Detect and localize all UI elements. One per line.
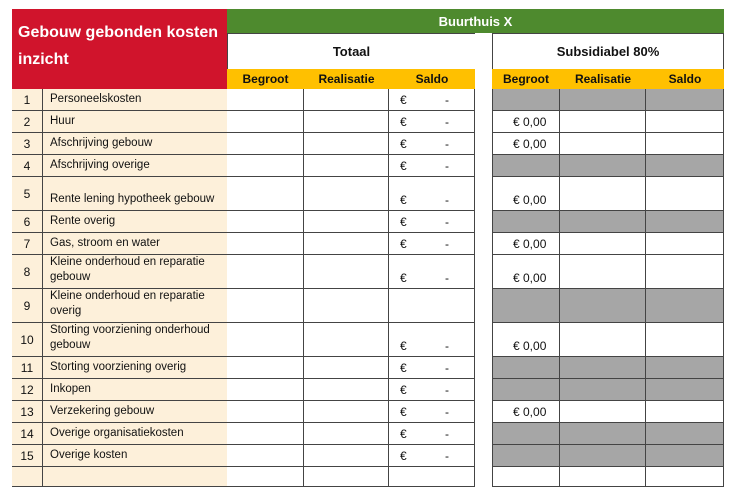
sub-cell-begroot [492,89,560,111]
cell-realisatie[interactable] [304,155,389,177]
row-label: Rente lening hypotheek gebouw [43,177,227,211]
saldo-value: - [445,93,449,107]
sub-cell-realisatie[interactable] [560,357,646,379]
sub-cell-begroot [492,177,560,211]
cell-realisatie[interactable] [304,89,389,111]
cell-begroot[interactable] [227,357,304,379]
col-header-realisatie: Realisatie [304,69,389,89]
sub-cell-realisatie[interactable] [560,211,646,233]
cell-saldo [389,323,475,357]
saldo-value: - [445,237,449,251]
saldo-currency: € [400,237,407,251]
cell-realisatie[interactable] [304,255,389,289]
sub-cell-begroot [492,111,560,133]
sub-cell-begroot [492,357,560,379]
row-label [43,467,227,487]
row-label: Kleine onderhoud en reparatie overig [43,289,227,323]
cell-realisatie[interactable] [304,401,389,423]
cell-realisatie[interactable] [304,177,389,211]
sub-cell-saldo [646,89,724,111]
row-label: Huur [43,111,227,133]
saldo-value: - [445,405,449,419]
row-number: 15 [12,445,43,467]
cell-begroot[interactable] [227,423,304,445]
sub-cell-realisatie[interactable] [560,445,646,467]
sub-col-header-begroot: Begroot [492,69,560,89]
cell-saldo [389,233,475,255]
row-number [12,467,43,487]
sub-col-header-realisatie: Realisatie [560,69,646,89]
saldo-currency: € [400,193,407,207]
cell-realisatie[interactable] [304,467,389,487]
saldo-value: - [445,383,449,397]
row-label: Rente overig [43,211,227,233]
section-subsidiabel: Subsidiabel 80% [492,33,724,69]
sub-cell-realisatie[interactable] [560,323,646,357]
cell-begroot[interactable] [227,111,304,133]
sub-cell-saldo [646,211,724,233]
sub-cell-saldo [646,111,724,133]
cell-saldo [389,255,475,289]
sub-cell-begroot [492,289,560,323]
sub-begroot-value: € 0,00 [513,339,547,353]
cell-begroot[interactable] [227,155,304,177]
project-header: Buurthuis X [227,9,724,33]
row-label: Storting voorziening onderhoud gebouw [43,323,227,357]
cell-realisatie[interactable] [304,379,389,401]
cell-begroot[interactable] [227,323,304,357]
saldo-value: - [445,361,449,375]
sub-cell-begroot [492,323,560,357]
cell-realisatie[interactable] [304,133,389,155]
row-number: 10 [12,323,43,357]
cell-realisatie[interactable] [304,323,389,357]
row-label: Afschrijving gebouw [43,133,227,155]
col-header-saldo: Saldo [389,69,475,89]
sub-cell-realisatie[interactable] [560,233,646,255]
sub-cell-begroot [492,379,560,401]
sub-cell-saldo [646,379,724,401]
row-label: Verzekering gebouw [43,401,227,423]
cell-saldo [389,357,475,379]
sub-cell-realisatie[interactable] [560,111,646,133]
sub-cell-saldo [646,357,724,379]
saldo-value: - [445,193,449,207]
cell-begroot[interactable] [227,211,304,233]
cell-begroot[interactable] [227,133,304,155]
row-number: 7 [12,233,43,255]
cell-begroot[interactable] [227,401,304,423]
saldo-value: - [445,339,449,353]
sub-cell-begroot [492,133,560,155]
cell-begroot[interactable] [227,233,304,255]
row-number: 3 [12,133,43,155]
sub-begroot-value: € 0,00 [513,271,547,285]
sub-cell-realisatie[interactable] [560,467,646,487]
sub-cell-realisatie[interactable] [560,289,646,323]
cell-begroot[interactable] [227,289,304,323]
saldo-value: - [445,271,449,285]
sub-cell-realisatie[interactable] [560,155,646,177]
sub-begroot-value: € 0,00 [513,115,547,129]
saldo-currency: € [400,361,407,375]
row-label: Kleine onderhoud en reparatie gebouw [43,255,227,289]
sub-cell-saldo [646,289,724,323]
saldo-currency: € [400,137,407,151]
saldo-currency: € [400,339,407,353]
sub-cell-saldo [646,423,724,445]
row-label: Overige organisatiekosten [43,423,227,445]
sub-cell-begroot [492,233,560,255]
sub-cell-begroot [492,211,560,233]
sub-cell-saldo [646,177,724,211]
cell-realisatie[interactable] [304,233,389,255]
sub-cell-realisatie[interactable] [560,89,646,111]
sub-cell-begroot [492,255,560,289]
row-number: 14 [12,423,43,445]
row-number: 8 [12,255,43,289]
sub-cell-saldo [646,323,724,357]
saldo-currency: € [400,449,407,463]
sub-cell-begroot [492,467,560,487]
sub-cell-saldo [646,133,724,155]
row-number: 11 [12,357,43,379]
row-label: Overige kosten [43,445,227,467]
cell-saldo [389,111,475,133]
saldo-currency: € [400,93,407,107]
saldo-currency: € [400,383,407,397]
row-number: 4 [12,155,43,177]
saldo-currency: € [400,271,407,285]
cell-saldo [389,89,475,111]
saldo-value: - [445,427,449,441]
saldo-currency: € [400,159,407,173]
cell-saldo [389,177,475,211]
sub-cell-saldo [646,467,724,487]
sub-cell-realisatie[interactable] [560,255,646,289]
row-number: 9 [12,289,43,323]
sub-begroot-value: € 0,00 [513,193,547,207]
saldo-value: - [445,115,449,129]
cell-saldo [389,211,475,233]
cell-realisatie[interactable] [304,289,389,323]
cell-saldo [389,445,475,467]
cell-saldo [389,133,475,155]
cell-saldo [389,289,475,323]
row-label: Personeelskosten [43,89,227,111]
cell-begroot[interactable] [227,177,304,211]
sub-begroot-value: € 0,00 [513,137,547,151]
sub-begroot-value: € 0,00 [513,405,547,419]
cell-saldo [389,467,475,487]
row-number: 13 [12,401,43,423]
sheet-title: Gebouw gebonden kosten inzicht [12,9,227,89]
row-number: 1 [12,89,43,111]
sub-cell-begroot [492,155,560,177]
section-totaal: Totaal [227,33,475,69]
row-label: Afschrijving overige [43,155,227,177]
cell-begroot[interactable] [227,89,304,111]
row-label: Gas, stroom en water [43,233,227,255]
sub-cell-realisatie[interactable] [560,423,646,445]
sub-cell-realisatie[interactable] [560,379,646,401]
cell-begroot[interactable] [227,255,304,289]
col-header-begroot: Begroot [227,69,304,89]
cell-saldo [389,423,475,445]
saldo-value: - [445,137,449,151]
sub-cell-saldo [646,401,724,423]
sub-cell-begroot [492,445,560,467]
cell-begroot[interactable] [227,467,304,487]
cell-realisatie[interactable] [304,445,389,467]
saldo-value: - [445,449,449,463]
saldo-value: - [445,215,449,229]
cell-saldo [389,155,475,177]
cell-begroot[interactable] [227,379,304,401]
row-number: 2 [12,111,43,133]
sub-cell-begroot [492,401,560,423]
cell-realisatie[interactable] [304,211,389,233]
saldo-currency: € [400,215,407,229]
row-number: 6 [12,211,43,233]
sub-begroot-value: € 0,00 [513,237,547,251]
row-number: 12 [12,379,43,401]
row-label: Storting voorziening overig [43,357,227,379]
saldo-currency: € [400,115,407,129]
cell-begroot[interactable] [227,445,304,467]
sub-cell-saldo [646,255,724,289]
sub-cell-saldo [646,155,724,177]
cell-realisatie[interactable] [304,357,389,379]
row-label: Inkopen [43,379,227,401]
sub-cell-saldo [646,445,724,467]
cell-saldo [389,401,475,423]
sub-cell-realisatie[interactable] [560,177,646,211]
row-number: 5 [12,177,43,211]
spreadsheet [12,9,724,485]
cell-realisatie[interactable] [304,423,389,445]
cell-realisatie[interactable] [304,111,389,133]
sub-cell-realisatie[interactable] [560,133,646,155]
saldo-value: - [445,159,449,173]
saldo-currency: € [400,427,407,441]
sub-col-header-saldo: Saldo [646,69,724,89]
sub-cell-realisatie[interactable] [560,401,646,423]
cell-saldo [389,379,475,401]
sub-cell-saldo [646,233,724,255]
saldo-currency: € [400,405,407,419]
sub-cell-begroot [492,423,560,445]
